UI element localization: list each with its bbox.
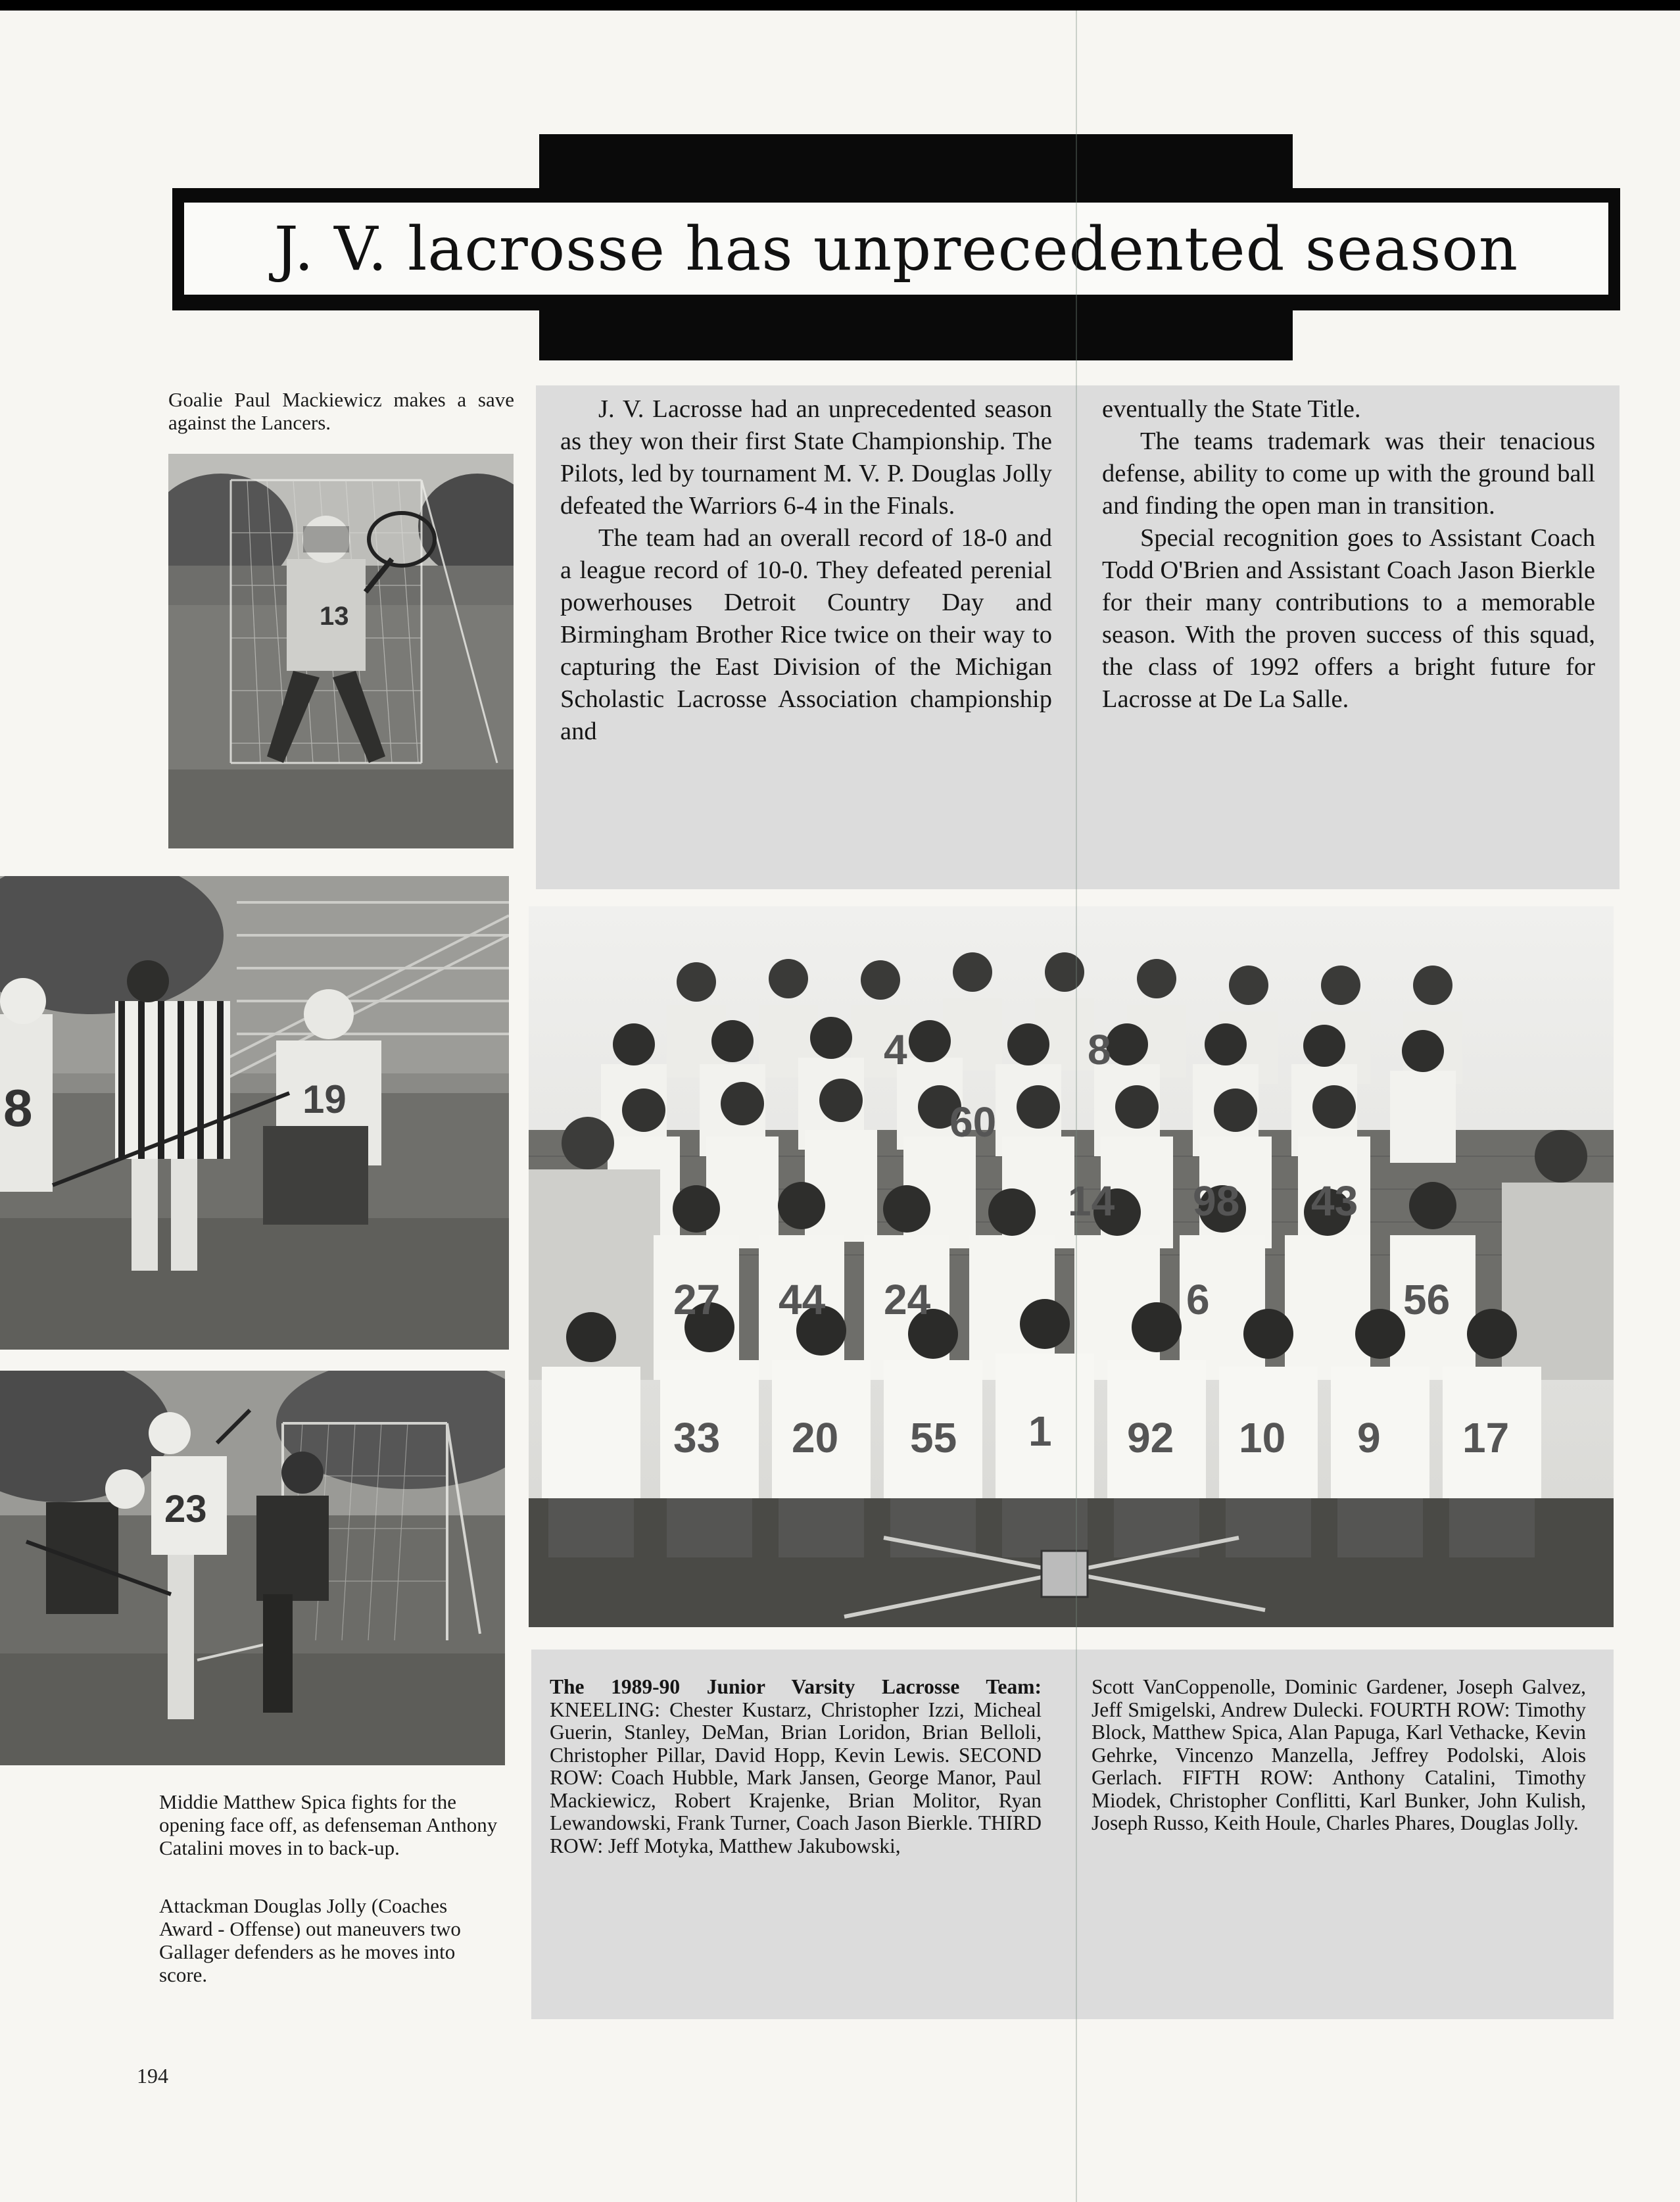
svg-text:56: 56 xyxy=(1403,1276,1451,1323)
article-column-1 xyxy=(560,393,1052,748)
article-paragraph: The team had an overall record of 18-0 and a league record of 10-0. They defeated perenial powerhouses Detroit Country Day and Birmingham Brother Rice twice on their way to capturing the East Division of the Michigan Scholastic Lacrosse Association championship and xyxy=(560,524,1052,745)
page-title: J. V. lacrosse has unprecedented season xyxy=(274,213,1519,284)
svg-text:23: 23 xyxy=(164,1488,207,1530)
roster-column-1 xyxy=(550,1676,1042,1857)
caption-goalie: Goalie Paul Mackiewicz makes a save against the Lancers. xyxy=(168,388,514,434)
svg-text:60: 60 xyxy=(949,1098,997,1146)
article-paragraph: J. V. Lacrosse had an unprecedented season as they won their first State Championship. The Pilots, led by tournament M. V. P. Douglas Jolly defeated the Warriors 6-4 in the Finals. xyxy=(560,395,1052,520)
roster-heading: The 1989-90 Junior Varsity Lacrosse Team: xyxy=(550,1675,1042,1698)
article-paragraph: Special recognition goes to Assistant Coach Todd O'Brien and Assistant Coach Jason Bierkle for their many contributions to a memorable season. With the proven success of this squad, the class of 1992 offers a bright future for Lacrosse at De La Salle. xyxy=(1102,524,1595,713)
banner-top-bar xyxy=(539,134,1293,193)
svg-text:9: 9 xyxy=(1357,1414,1381,1461)
svg-text:98: 98 xyxy=(1193,1177,1240,1225)
roster-text: Scott VanCoppenolle, Dominic Gardener, Joseph Galvez, Jeff Smigelski, Andrew Dulecki. FOURTH ROW: Timothy Block, Matthew Spica, Alan Papuga, Karl Vethacke, Kevin Gehrke, Vincenzo Manzella, Jeffrey Podolski, Alois Gerlach. FIFTH ROW: Anthony Catalini, Timothy Miodek, Christopher Conflitti, Karl Bunker, John Kulish, Joseph Russo, Keith Houle, Charles Phares, Douglas Jolly. xyxy=(1092,1675,1586,1834)
svg-text:17: 17 xyxy=(1462,1414,1510,1461)
roster-text: KNEELING: Chester Kustarz, Christopher Izzi, Micheal Guerin, Stanley, DeMan, Brian Loridon, Brian Belloli, Christopher Pillar, David Hopp, Kevin Lewis. SECOND ROW: Coach Hubble, Mark Jansen, George Manor, Paul Mackiewicz, Robert Krajenke, Brian Molitor, Ryan Lewandowski, Frank Turner, Coach Jason Bierkle. THIRD ROW: Jeff Motyka, Matthew Jakubowski, xyxy=(550,1698,1042,1857)
page-fold-line xyxy=(1076,11,1077,2202)
svg-text:20: 20 xyxy=(792,1414,839,1461)
svg-text:24: 24 xyxy=(884,1276,931,1323)
svg-text:55: 55 xyxy=(910,1414,957,1461)
svg-text:27: 27 xyxy=(673,1276,721,1323)
faceoff-photo xyxy=(0,876,509,1350)
attack-photo xyxy=(0,1371,505,1765)
svg-text:4: 4 xyxy=(884,1026,907,1073)
caption-middie: Middie Matthew Spica fights for the opening face off, as defenseman Anthony Catalini moves in to back-up. xyxy=(159,1790,498,1859)
svg-text:6: 6 xyxy=(1186,1276,1210,1323)
article-column-2 xyxy=(1102,393,1595,716)
svg-text:14: 14 xyxy=(1068,1177,1115,1225)
svg-text:43: 43 xyxy=(1311,1177,1358,1225)
caption-attackman: Attackman Douglas Jolly (Coaches Award - Offense) out maneuvers two Gallager defenders as he moves into score. xyxy=(159,1894,461,1986)
article-paragraph: eventually the State Title. xyxy=(1102,395,1361,423)
svg-text:13: 13 xyxy=(320,602,349,631)
svg-text:8: 8 xyxy=(1088,1026,1111,1073)
svg-text:33: 33 xyxy=(673,1414,721,1461)
roster-column-2 xyxy=(1092,1676,1586,1835)
team-photo xyxy=(529,906,1614,1627)
article-paragraph: The teams trademark was their tenacious defense, ability to come up with the ground ball and finding the open man in transition. xyxy=(1102,428,1595,520)
banner-bottom-bar xyxy=(539,304,1293,360)
svg-text:8: 8 xyxy=(3,1079,33,1137)
svg-text:92: 92 xyxy=(1127,1414,1174,1461)
title-banner xyxy=(181,199,1612,298)
svg-text:44: 44 xyxy=(779,1276,826,1323)
goalie-photo xyxy=(168,454,514,848)
svg-text:19: 19 xyxy=(302,1077,347,1121)
svg-text:10: 10 xyxy=(1239,1414,1286,1461)
svg-text:1: 1 xyxy=(1028,1407,1052,1455)
page-number: 194 xyxy=(137,2064,168,2088)
